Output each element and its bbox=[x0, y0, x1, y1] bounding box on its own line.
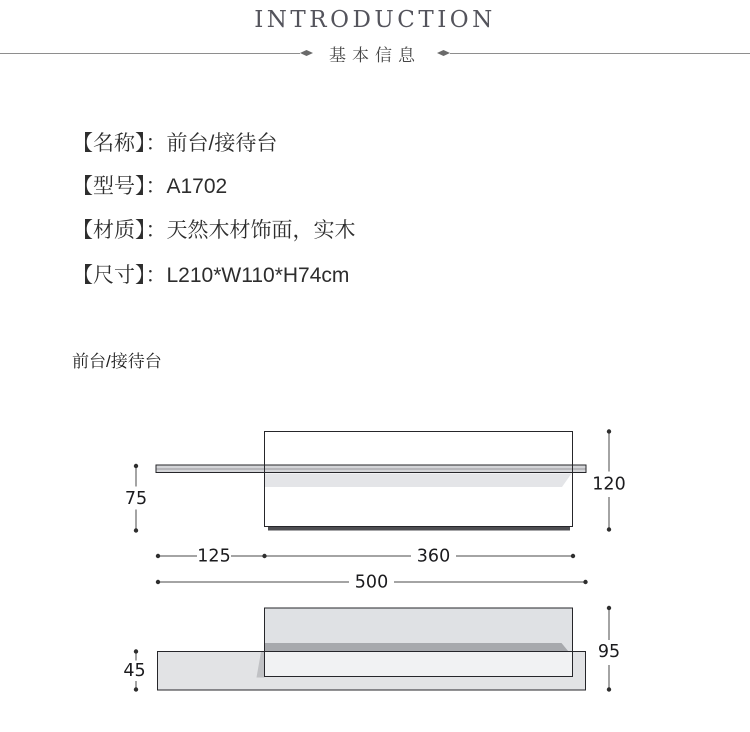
spec-value: 天然木材饰面，实木 bbox=[166, 219, 356, 242]
dim-total-height: 95 bbox=[597, 642, 621, 662]
upper-counter-inner bbox=[265, 652, 573, 678]
dim-endpoint-dot bbox=[134, 649, 138, 653]
dim-endpoint-dot bbox=[156, 580, 160, 584]
dim-endpoint-dot bbox=[583, 580, 587, 584]
dim-total-height: 120 bbox=[592, 474, 626, 495]
dim-endpoint-dot bbox=[607, 606, 611, 610]
dim-total-width: 500 bbox=[354, 572, 389, 593]
spec-label: 【名称】 bbox=[72, 132, 146, 155]
spec-colon: ： bbox=[145, 264, 167, 287]
dim-endpoint-dot bbox=[607, 527, 611, 531]
desk-base bbox=[268, 527, 570, 531]
dim-endpoint-dot bbox=[571, 554, 575, 558]
spec-colon: ： bbox=[145, 132, 167, 155]
side-view-drawing bbox=[125, 429, 626, 592]
spec-label: 【材质】 bbox=[72, 219, 146, 242]
spec-colon: ： bbox=[145, 175, 167, 198]
spec-value: A1702 bbox=[166, 175, 228, 198]
spec-label: 【型号】 bbox=[72, 175, 146, 198]
spec-value: 前台/接待台 bbox=[166, 132, 278, 155]
spec-label: 【尺寸】 bbox=[72, 264, 146, 287]
counter-shadow bbox=[265, 474, 572, 488]
dim-lower-height: 45 bbox=[123, 661, 146, 681]
dim-endpoint-dot bbox=[607, 429, 611, 433]
dim-endpoint-dot bbox=[134, 687, 138, 691]
dim-endpoint-dot bbox=[134, 528, 138, 532]
dim-counter-height: 75 bbox=[124, 489, 148, 509]
dim-endpoint-dot bbox=[607, 687, 611, 691]
dim-body-width: 360 bbox=[416, 546, 451, 567]
spec-colon: ： bbox=[145, 219, 167, 242]
dim-endpoint-dot bbox=[156, 554, 160, 558]
upper-counter-edge-band bbox=[265, 643, 569, 652]
front-view-drawing bbox=[123, 606, 620, 692]
dim-endpoint-dot bbox=[134, 464, 138, 468]
dim-left-overhang: 125 bbox=[197, 546, 231, 567]
spec-value: L210*W110*H74cm bbox=[166, 264, 350, 287]
dim-endpoint-dot bbox=[262, 554, 266, 558]
page-title: INTRODUCTION bbox=[254, 7, 496, 33]
drawing-caption: 前台/接待台 bbox=[72, 352, 162, 371]
section-subtitle: 基本信息 bbox=[329, 45, 421, 65]
